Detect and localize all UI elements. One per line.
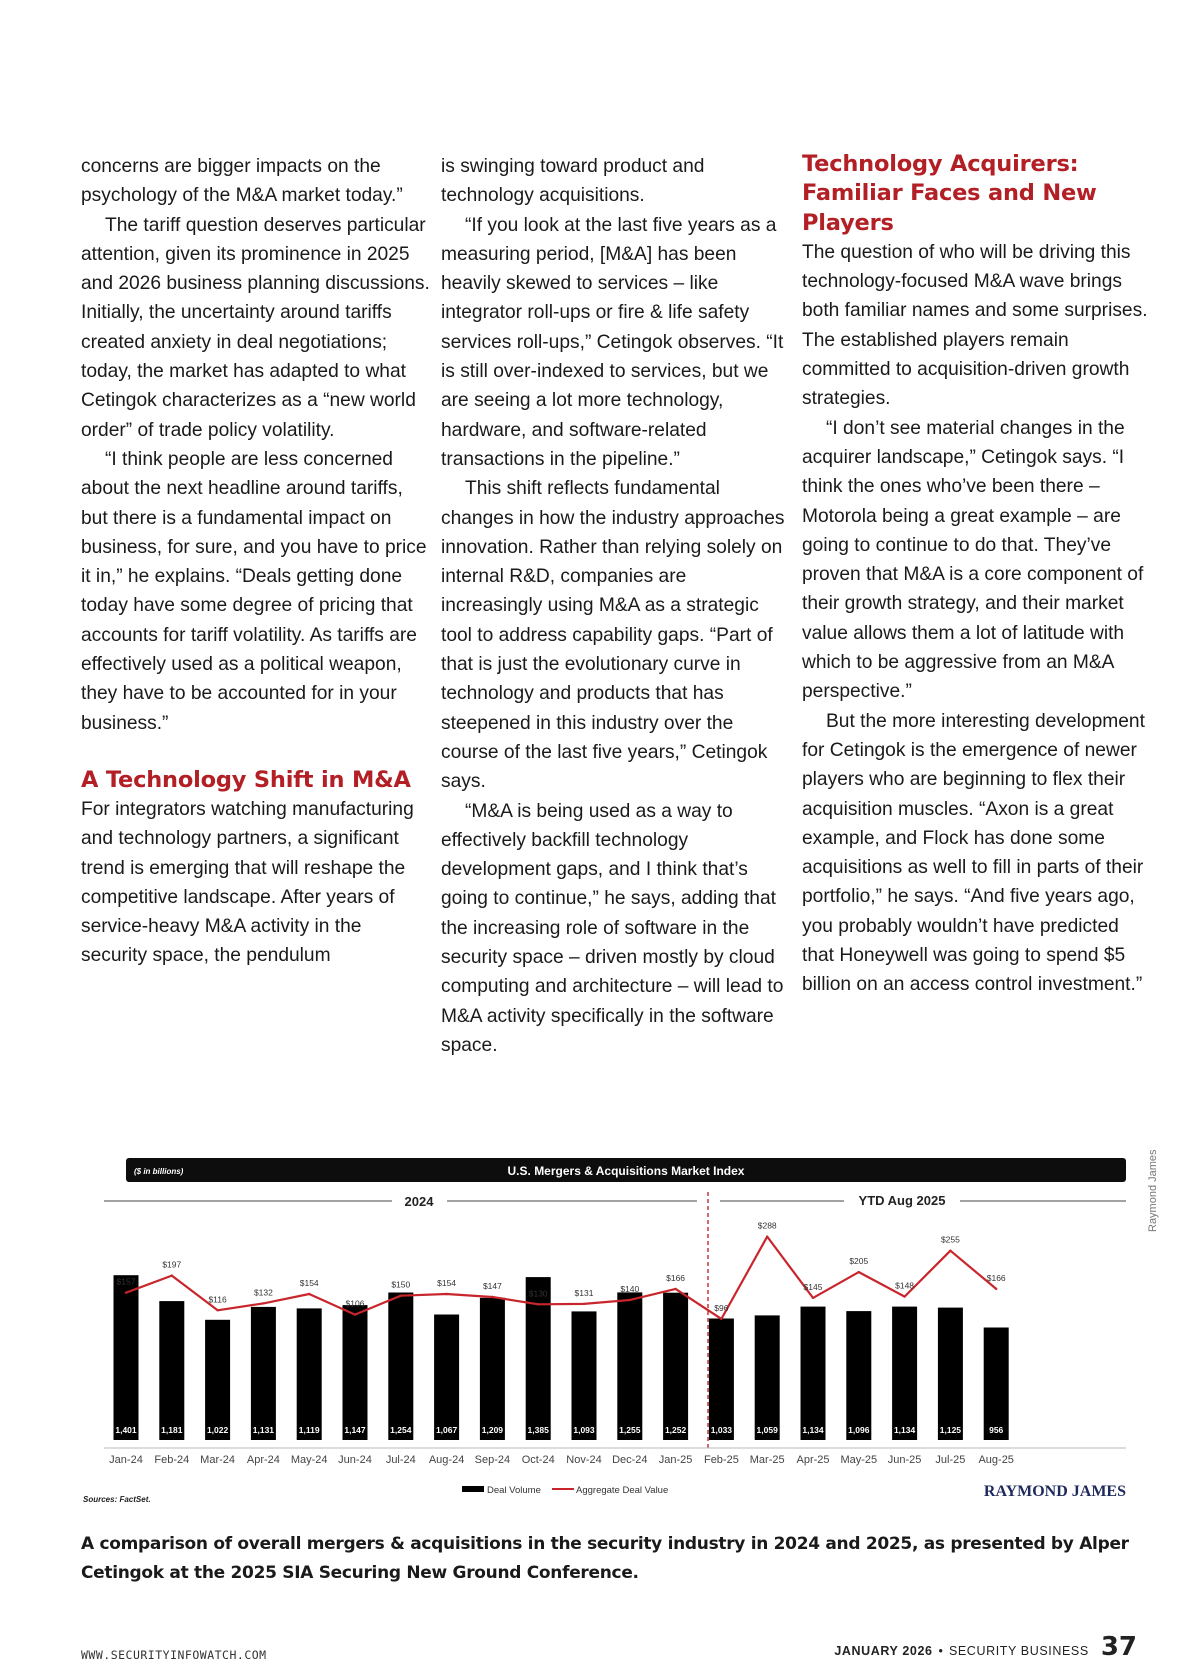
paragraph: “I think people are less concerned about the next headline around tariffs, but there is a fundamental impact on business, for sure, and you have to price it in,” he explains. “Deals getting done today have some degree of pricing that accounts for tariff volatility. As tariffs are effectively used as a political weapon, they have to be accounted for in your business.” — [81, 448, 427, 734]
article-column-2 — [441, 152, 791, 1060]
line-point-deal-value — [995, 1288, 997, 1290]
bar-value-label: 1,401 — [115, 1425, 137, 1435]
bar-deal-volume — [892, 1307, 917, 1440]
bar-value-label: 1,134 — [802, 1425, 824, 1435]
line-point-deal-value — [445, 1293, 447, 1295]
bar-deal-volume — [938, 1308, 963, 1440]
x-tick-label: Jan-24 — [109, 1454, 143, 1466]
bar-value-label: 1,119 — [298, 1425, 320, 1435]
article-column-1 — [81, 152, 431, 971]
x-tick-label: Mar-24 — [200, 1454, 236, 1466]
line-value-label: $140 — [620, 1284, 640, 1294]
line-point-deal-value — [858, 1271, 860, 1273]
legend-label-deal-volume: Deal Volume — [487, 1485, 541, 1496]
paragraph: concerns are bigger impacts on the psychology of the M&A market today.” — [81, 156, 403, 207]
bar-value-label: 1,181 — [161, 1425, 183, 1435]
line-point-deal-value — [766, 1235, 768, 1237]
line-point-deal-value — [491, 1296, 493, 1298]
bar-deal-volume — [572, 1311, 597, 1440]
line-value-label: $96 — [714, 1302, 729, 1313]
line-value-label: $154 — [437, 1278, 457, 1288]
x-tick-label: May-25 — [840, 1454, 878, 1466]
section-heading: A Technology Shift in M&A — [81, 766, 411, 793]
chart-unit-note: ($ in billions) — [134, 1167, 184, 1176]
bar-deal-volume — [663, 1293, 688, 1440]
line-value-label: $205 — [849, 1256, 869, 1267]
line-value-label: $255 — [940, 1234, 960, 1245]
bar-deal-volume — [388, 1293, 413, 1441]
paragraph: is swinging toward product and technology acquisitions. — [441, 156, 705, 207]
paragraph: The tariff question deserves particular attention, given its prominence in 2025 and 2026 business planning discussions. Initially, the uncertainty around tariffs created anxiety in deal negotiations; today, the market has adapted to what Cetingok characterizes as a “new world order” of trade policy volatility. — [81, 214, 430, 441]
bar-value-label: 1,067 — [435, 1425, 458, 1435]
bar-deal-volume — [801, 1307, 826, 1440]
bar-deal-volume — [251, 1307, 276, 1440]
paragraph: For integrators watching manufacturing and technology partners, a significant trend is emerging that will reshape the competitive landscape. After years of service-heavy M&A activity in the security space, the pendulum — [81, 798, 414, 967]
bar-value-label: 1,096 — [848, 1425, 870, 1435]
bar-value-label: 1,385 — [527, 1425, 549, 1435]
x-tick-label: Apr-24 — [246, 1454, 280, 1466]
x-tick-label: Jul-24 — [385, 1454, 416, 1466]
bar-value-label: 1,254 — [390, 1425, 412, 1435]
x-tick-label: Feb-25 — [703, 1454, 739, 1466]
line-point-deal-value — [354, 1313, 356, 1315]
issue-date: JANUARY 2026 — [834, 1644, 933, 1658]
x-tick-label: Jun-24 — [338, 1454, 372, 1466]
line-point-deal-value — [583, 1303, 585, 1305]
line-point-deal-value — [674, 1288, 676, 1290]
bar-deal-volume — [343, 1305, 368, 1440]
bar-deal-volume — [709, 1319, 734, 1441]
line-point-deal-value — [537, 1303, 539, 1305]
legend-label-deal-value: Aggregate Deal Value — [576, 1485, 669, 1496]
x-tick-label: Jan-25 — [658, 1454, 693, 1466]
bar-value-label: 1,252 — [664, 1425, 687, 1435]
line-point-deal-value — [720, 1318, 722, 1320]
separator-bullet: • — [938, 1644, 943, 1658]
line-point-deal-value — [125, 1292, 127, 1294]
credit-text: Raymond James — [1147, 1149, 1159, 1232]
line-point-deal-value — [171, 1274, 173, 1276]
line-point-deal-value — [262, 1302, 264, 1304]
legend-swatch-deal-volume — [462, 1486, 484, 1492]
bar-value-label: 1,147 — [344, 1425, 366, 1435]
line-value-label: $148 — [895, 1280, 915, 1291]
line-point-deal-value — [629, 1299, 631, 1301]
period-label-2025: YTD Aug 2025 — [858, 1193, 946, 1208]
bar-value-label: 1,022 — [206, 1425, 229, 1435]
x-tick-label: Mar-25 — [749, 1454, 785, 1466]
figure-caption: A comparison of overall mergers & acquisitions in the security industry in 2024 and 2025, as presented by Alper Cetingok at the 2025 SIA Securing New Ground Conference. — [81, 1534, 1129, 1583]
x-tick-label: Dec-24 — [612, 1454, 648, 1466]
line-point-deal-value — [949, 1250, 951, 1252]
line-value-label: $154 — [299, 1278, 319, 1288]
line-value-label: $106 — [345, 1298, 365, 1309]
line-value-label: $130 — [528, 1288, 548, 1299]
bar-deal-volume — [434, 1315, 459, 1441]
footer-folio — [834, 1632, 1137, 1662]
line-value-label: $145 — [803, 1281, 823, 1292]
bar-value-label: 1,209 — [481, 1425, 504, 1435]
bar-deal-volume — [526, 1277, 551, 1440]
bar-value-label: 1,033 — [710, 1425, 733, 1435]
bar-value-label: 1,131 — [252, 1425, 275, 1435]
bar-deal-volume — [480, 1298, 505, 1440]
line-value-label: $132 — [253, 1287, 273, 1298]
paragraph: This shift reflects fundamental changes in how the industry approaches innovation. Rather than relying solely on internal R&D, companies are increasingly using M&A as a strategic tool to address capability gaps. “Part of that is just the evolutionary curve in technology and products that has steepened in this industry over the course of the last five years,” Cetingok says. — [441, 478, 785, 793]
x-tick-label: Nov-24 — [566, 1454, 602, 1466]
period-label-2024: 2024 — [404, 1194, 434, 1209]
line-value-label: $150 — [391, 1279, 411, 1290]
bar-deal-volume — [846, 1311, 871, 1440]
bar-deal-volume — [755, 1315, 780, 1440]
paragraph: The question of who will be driving this technology-focused M&A wave brings both familiar names and some surprises. The established players remain committed to acquisition-driven growth strategies. — [802, 241, 1148, 410]
line-point-deal-value — [400, 1295, 402, 1297]
bar-value-label: 1,059 — [756, 1425, 778, 1435]
line-point-deal-value — [812, 1297, 814, 1299]
paragraph: “I don’t see material changes in the acquirer landscape,” Cetingok says. “I think the ones who’ve been there – Motorola being a great example – are going to continue to do that. They’ve proven that M&A is a core component of their growth strategy, and their market value allows them a lot of latitude with which to be aggressive from an M&A perspective.” — [802, 417, 1144, 703]
bar-value-label: 1,093 — [573, 1425, 595, 1435]
bar-deal-volume — [205, 1320, 230, 1440]
paragraph: But the more interesting development for Cetingok is the emergence of newer players who are beginning to flex their acquisition muscles. “Axon is a great example, and Flock has done some acquisitions as well to fill in parts of their portfolio,” he says. “And five years ago, you probably wouldn’t have predicted that Honeywell was going to spend $5 billion on an access control investment.” — [802, 710, 1145, 996]
x-tick-label: Jun-25 — [887, 1454, 922, 1466]
line-value-label: $166 — [986, 1272, 1006, 1283]
bar-deal-volume — [984, 1328, 1009, 1441]
section-heading: Technology Acquirers: Familiar Faces and New Players — [802, 151, 1097, 236]
line-value-label: $288 — [757, 1220, 777, 1231]
series-line-aggregate-deal-value — [126, 1234, 996, 1319]
line-value-label: $131 — [574, 1287, 594, 1298]
bar-value-label: 1,255 — [619, 1425, 641, 1435]
line-point-deal-value — [308, 1293, 310, 1295]
raymond-james-logo: RAYMOND JAMES — [983, 1483, 1126, 1500]
page-number: 37 — [1100, 1632, 1137, 1662]
line-value-label: $147 — [482, 1281, 502, 1291]
chart-title: U.S. Mergers & Acquisitions Market Index — [507, 1164, 745, 1178]
bar-deal-volume — [617, 1292, 642, 1440]
x-tick-label: Feb-24 — [154, 1454, 190, 1466]
publication-name: SECURITY BUSINESS — [948, 1644, 1089, 1658]
chart-canvas — [83, 1150, 1137, 1510]
x-tick-label: Oct-24 — [521, 1454, 555, 1466]
x-tick-label: May-24 — [290, 1454, 328, 1466]
bar-deal-volume — [297, 1308, 322, 1440]
article-column-3 — [802, 152, 1152, 1000]
bar-deal-volume — [159, 1301, 184, 1440]
bar-value-label: 1,125 — [939, 1425, 962, 1435]
x-tick-label: Aug-25 — [978, 1454, 1014, 1466]
chart-source: Sources: FactSet. — [83, 1495, 151, 1504]
line-value-label: $197 — [162, 1259, 182, 1270]
x-tick-label: Aug-24 — [428, 1454, 465, 1466]
bar-value-label: 1,134 — [893, 1425, 916, 1435]
line-point-deal-value — [903, 1295, 905, 1297]
paragraph: “If you look at the last five years as a measuring period, [M&A] has been heavily skewed to services – like integrator roll-ups or fire & life safety services roll-ups,” Cetingok observes. “It is still over-indexed to services, but we are seeing a lot more technology, hardware, and software-related transactions in the pipeline.” — [441, 214, 784, 470]
x-tick-label: Sep-24 — [474, 1454, 511, 1466]
x-tick-label: Apr-25 — [796, 1454, 830, 1466]
ma-market-index-chart — [83, 1150, 1137, 1510]
x-tick-label: Jul-25 — [935, 1454, 966, 1466]
line-value-label: $166 — [666, 1272, 686, 1283]
line-point-deal-value — [216, 1309, 218, 1311]
bar-deal-volume — [114, 1275, 139, 1440]
paragraph: “M&A is being used as a way to effectively backfill technology development gaps, and I think that’s going to continue,” he says, adding that the increasing role of software in the security space – driven mostly by cloud computing and architecture – will lead to M&A activity specifically in the software space. — [441, 800, 784, 1056]
line-value-label: $116 — [208, 1294, 227, 1305]
line-value-label: $157 — [116, 1276, 136, 1287]
footer-url: WWW.SECURITYINFOWATCH.COM — [81, 1648, 267, 1662]
bar-value-label: 956 — [989, 1425, 1004, 1435]
